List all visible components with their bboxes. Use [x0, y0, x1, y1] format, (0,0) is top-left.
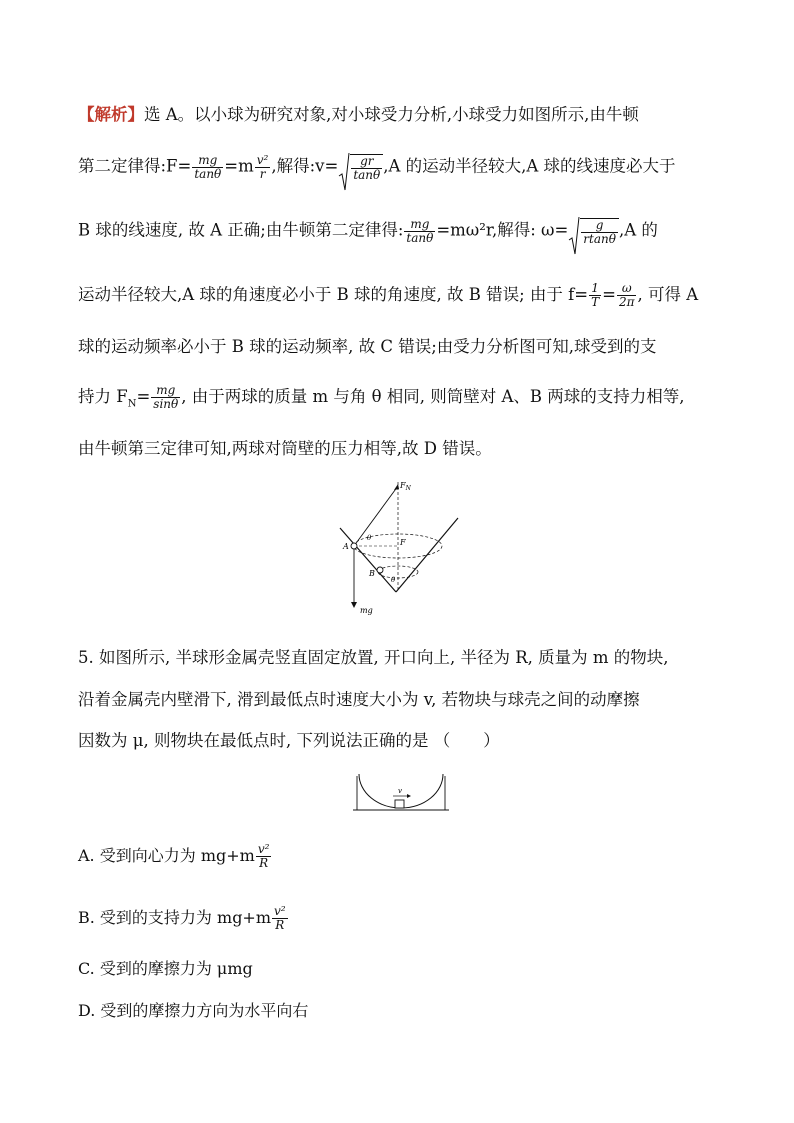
fraction: [404, 218, 435, 245]
fraction: [351, 155, 382, 182]
numerator: gr: [351, 155, 382, 169]
denominator: tanθ: [194, 166, 222, 181]
hemisphere-figure: [351, 770, 451, 820]
option-a[interactable]: [78, 843, 272, 870]
denominator: 2π: [618, 295, 635, 309]
fraction: [256, 843, 272, 870]
text: =mω²r,解得: ω=: [436, 220, 569, 240]
numerator: v²: [257, 842, 270, 856]
denominator: tanθ: [406, 230, 434, 245]
fraction: [272, 905, 288, 932]
radical-sign: [568, 216, 580, 256]
label-v: v: [398, 787, 402, 795]
fraction: [589, 282, 601, 309]
fraction: [151, 384, 180, 411]
denominator: R: [275, 918, 285, 932]
ball-b: [377, 567, 383, 573]
velocity-arrowhead: [407, 794, 411, 798]
text: 第二定律得:F=: [78, 156, 192, 176]
denominator: tanθ: [353, 168, 381, 182]
numerator: v²: [256, 152, 269, 167]
question-line-2: 沿着金属壳内壁滑下, 滑到最低点时速度大小为 v, 若物块与球壳之间的动摩擦: [78, 690, 640, 709]
option-text: A. 受到向心力为 mg+m: [78, 846, 255, 865]
analysis-line-2: [78, 152, 676, 182]
numerator: v²: [274, 904, 286, 918]
question-line-3: 因数为 μ, 则物块在最低点时, 下列说法正确的是 （ ）: [78, 731, 500, 750]
numerator: g: [581, 219, 618, 233]
label-theta-b: θ: [391, 576, 396, 584]
denominator: rtanθ: [583, 232, 616, 246]
numerator: 1: [589, 282, 601, 296]
denominator: R: [259, 856, 269, 870]
denominator: T: [591, 295, 600, 309]
text: , 由于两球的质量 m 与角 θ 相同, 则筒壁对 A、B 两球的支持力相等,: [181, 387, 685, 406]
label-f: F: [400, 538, 406, 547]
numerator: mg: [404, 218, 435, 232]
option-c[interactable]: C. 受到的摩擦力为 μmg: [78, 959, 253, 978]
ball-a: [351, 543, 357, 549]
analysis-line-1: [78, 103, 639, 127]
analysis-line-5: 球的运动频率必小于 B 球的运动频率, 故 C 错误;由受力分析图可知,球受到的支: [78, 337, 657, 356]
analysis-line-6: [78, 384, 685, 416]
fraction: [617, 282, 637, 309]
label-a: A: [343, 542, 349, 551]
analysis-tag: 【解析】: [78, 105, 144, 124]
text: 运动半径较大,A 球的角速度必小于 B 球的角速度, 故 B 错误; 由于 f=: [78, 285, 589, 304]
cone-wall-right: [396, 518, 458, 592]
analysis-line-4: [78, 282, 698, 309]
analysis-line-7: 由牛顿第三定律可知,两球对筒壁的压力相等,故 D 错误。: [78, 439, 492, 458]
label-b: B: [369, 569, 375, 578]
option-text: B. 受到的支持力为 mg+m: [78, 908, 272, 927]
text: =m: [224, 156, 254, 176]
normal-force-arrow: [354, 486, 398, 546]
option-d[interactable]: D. 受到的摩擦力方向为水平向右: [78, 1001, 309, 1020]
option-b[interactable]: [78, 905, 289, 932]
analysis-text: 选 A。以小球为研究对象,对小球受力分析,小球受力如图所示,由牛顿: [144, 105, 639, 124]
numerator: ω: [617, 282, 637, 296]
text: 持力 F: [78, 387, 128, 406]
sqrt-expression: [568, 216, 619, 246]
analysis-line-3: [78, 216, 658, 246]
fraction: [255, 154, 271, 181]
gravity-arrowhead: [351, 602, 357, 608]
fraction: [581, 219, 618, 246]
text: ,A 的: [618, 220, 658, 240]
label-mg: mg: [360, 606, 373, 615]
text: ,A 的运动半径较大,A 球的线速度必大于: [383, 156, 676, 176]
subscript: N: [127, 398, 137, 410]
text: ,解得:v=: [271, 156, 339, 176]
label-fn: $F_N$: [400, 481, 411, 492]
question-line-1: 5. 如图所示, 半球形金属壳竖直固定放置, 开口向上, 半径为 R, 质量为 m 的物块,: [78, 648, 669, 667]
sqrt-expression: [338, 152, 383, 182]
numerator: mg: [151, 384, 180, 398]
block: [395, 800, 404, 808]
text: , 可得 A: [637, 285, 699, 304]
numerator: mg: [192, 154, 223, 168]
fraction: [192, 154, 223, 181]
label-theta-a: θ: [367, 534, 372, 542]
text: =: [136, 387, 151, 406]
text: B 球的线速度, 故 A 正确;由牛顿第二定律得:: [78, 220, 404, 240]
denominator: sinθ: [153, 397, 179, 411]
force-diagram-figure: [334, 474, 474, 619]
denominator: r: [259, 166, 266, 181]
radical-sign: [338, 152, 350, 192]
text: =: [602, 285, 616, 304]
